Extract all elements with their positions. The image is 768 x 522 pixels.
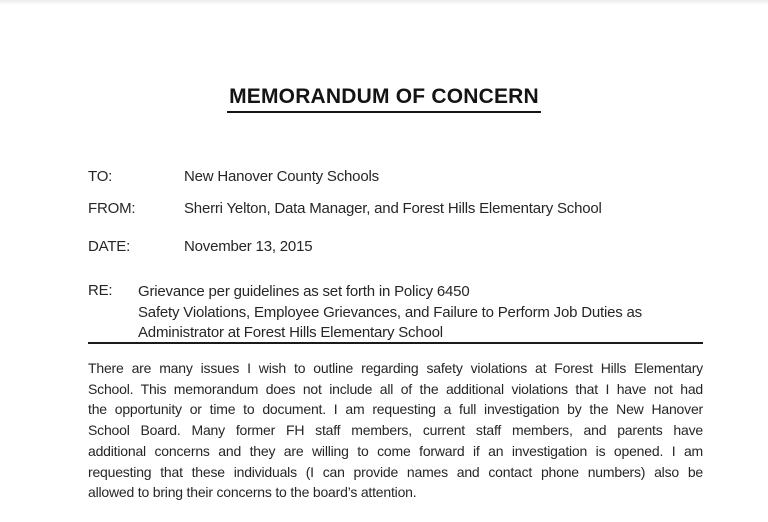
field-label-re: RE: [88, 282, 113, 299]
body-text-line: School Board. Many former FH staff members, current staff members, and parents have [88, 422, 703, 439]
field-value-from: Sherri Yelton, Data Manager, and Forest Hills Elementary School [184, 200, 602, 217]
body-text-line: requesting that these individuals (I can provide names and contact phone numbers) also be [88, 463, 703, 480]
field-value-date: November 13, 2015 [184, 238, 313, 255]
body-text-line: School. This memorandum does not include all of the additional violations that I have not had [88, 380, 703, 397]
body-text-line: allowed to bring their concerns to the board’s attention. [88, 484, 417, 501]
field-value-re [138, 282, 718, 344]
re-subject-line: Grievance per guidelines as set forth in Policy 6450 [138, 283, 470, 300]
field-value-to: New Hanover County Schools [184, 168, 379, 185]
field-label-from: FROM: [88, 200, 136, 217]
body-text-line: There are many issues I wish to outline regarding safety violations at Forest Hills Elementary [88, 360, 703, 376]
memo-body-paragraph [88, 358, 703, 503]
re-subject-line: Administrator at Forest Hills Elementary School [138, 324, 443, 342]
body-text-line: additional concerns and they are willing to come forward if an investigation is opened. I am [88, 442, 703, 459]
memo-title-container [0, 85, 768, 113]
field-label-date: DATE: [88, 238, 131, 255]
body-text-line: the opportunity or time to document. I am requesting a full investigation by the New Hanover [88, 401, 703, 418]
page-top-edge [0, 0, 768, 5]
re-subject-line: Safety Violations, Employee Grievances, and Failure to Perform Job Duties as [138, 303, 642, 321]
field-label-to: TO: [88, 168, 113, 185]
horizontal-rule [88, 342, 703, 344]
memo-title: MEMORANDUM OF CONCERN [227, 85, 541, 113]
